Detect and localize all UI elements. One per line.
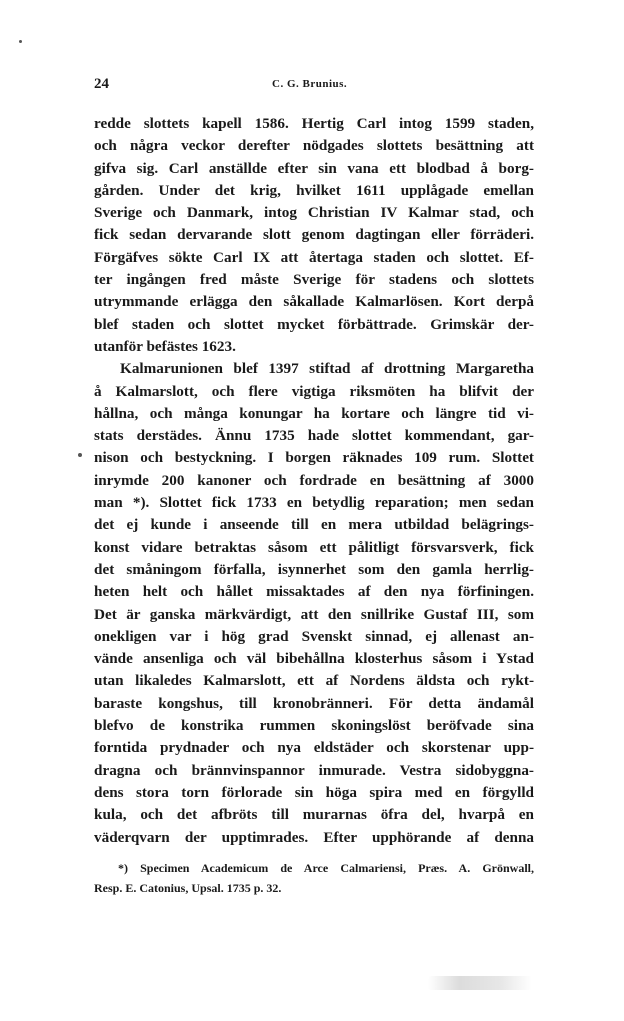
text-line: det ej kunde i anseende till en mera utbildad belägrings- [94,516,534,534]
paragraph-end-line: utanför befästes 1623. [94,337,236,355]
text-line: blefvo de konstrika rummen skoningslöst beröfvade sina [94,717,534,735]
text-line: Det är ganska märkvärdigt, att den snillrike Gustaf III, som [94,605,534,623]
text-line: onekligen var i hög grad Svenskt sinnad, ej allenast an- [94,627,534,645]
text-line: man *). Slottet fick 1733 en betydlig reparation; men sedan [94,494,534,512]
text-line: vände ansenliga och väl bibehållna klosterhus såsom i Ystad [94,650,534,668]
text-line: utan likaledes Kalmarslott, ett af Nordens äldsta och rykt- [94,672,534,690]
text-line: gården. Under det krig, hvilket 1611 upplågade emellan [94,181,534,199]
paragraph-start-line: Kalmarunionen blef 1397 stiftad af drottning Margaretha [120,360,534,378]
footnote-line: *) Specimen Academicum de Arce Calmariensi, Præs. A. Grönwall, [118,861,534,875]
footnote [94,858,534,898]
running-head: C. G. Brunius. [272,78,348,90]
text-line: det småningom förfalla, isynnerhet som den gamla herrlig- [94,560,534,578]
text-line: kula, och det afbröts till murarnas öfra del, hvarpå en [94,806,534,824]
text-line: fick sedan dervarande slott genom dagtingan eller förräderi. [94,226,534,244]
text-line: och några veckor derefter nödgades slottets besättning att [94,137,534,155]
text-line: hållna, och många konungar ha kortare och längre tid vi- [94,404,534,422]
footnote-line: Resp. E. Catonius, Upsal. 1735 p. 32. [94,881,282,895]
text-line: gifva sig. Carl anställde efter sin vana ett blodbad å borg- [94,159,534,177]
scan-watermark [428,976,532,990]
text-line: Sverige och Danmark, intog Christian IV Kalmar stad, och [94,204,534,222]
body-text [94,113,534,849]
text-line: baraste kongshus, till kronobränneri. För detta ändamål [94,694,534,712]
text-line: blef staden och slottet mycket förbättrade. Grimskär der- [94,315,534,333]
page-header [94,76,534,96]
text-line: dragna och brännvinspannor inmurade. Vestra sidobyggna- [94,761,534,779]
text-line: ter ingången fred måste Sverige för stadens och slottets [94,271,534,289]
text-line: Förgäfves sökte Carl IX att återtaga staden och slottet. Ef- [94,248,534,266]
scan-speck [78,453,82,457]
text-line: forntida prydnader och nya eldstäder och skorstenar upp- [94,739,534,757]
text-line: väderqvarn der upptimrades. Efter upphörande af denna [94,828,534,846]
scan-speck [19,40,22,43]
text-line: redde slottets kapell 1586. Hertig Carl intog 1599 staden, [94,115,534,132]
text-line: inrymde 200 kanoner och fordrade en besättning af 3000 [94,471,534,489]
text-line: å Kalmarslott, och flere vigtiga riksmöten ha blifvit der [94,382,534,400]
text-line: nison och bestyckning. I borgen räknades 109 rum. Slottet [94,449,534,467]
page-number: 24 [94,76,109,92]
text-line: dens stora torn förlorade sin höga spira med en förgylld [94,783,534,801]
text-line: utrymmande erlägga den såkallade Kalmarlösen. Kort derpå [94,293,534,311]
text-line: stats derstädes. Ännu 1735 hade slottet kommendant, gar- [94,427,534,445]
text-line: konst vidare betraktas såsom ett pålitligt försvarsverk, fick [94,538,534,556]
text-line: heten helt och hållet missaktades af den nya förfiningen. [94,583,534,601]
